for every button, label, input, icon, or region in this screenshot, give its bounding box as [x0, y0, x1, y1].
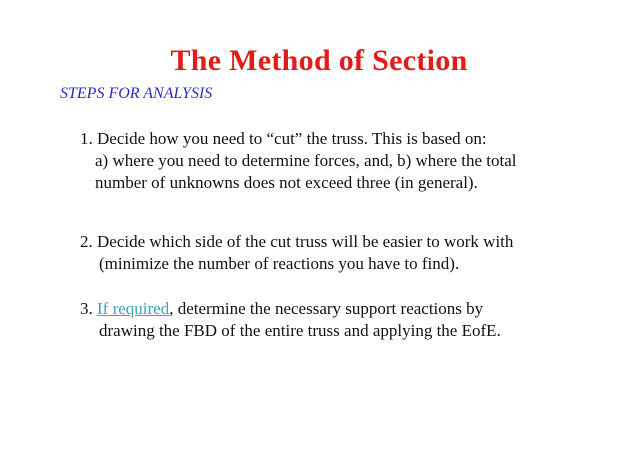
step-2 — [80, 231, 513, 275]
step-1-line-3: number of unknowns does not exceed three (in general). — [95, 173, 478, 192]
step-1 — [80, 128, 517, 194]
step-2-line-1: 2. Decide which side of the cut truss will be easier to work with — [80, 232, 514, 251]
step-1-line-2: a) where you need to determine forces, and, b) where the total — [95, 151, 517, 170]
if-required-link[interactable]: If required — [97, 299, 170, 318]
step-1-line-1: 1. Decide how you need to “cut” the truss. This is based on: — [80, 129, 487, 148]
slide-title: The Method of Section — [170, 44, 468, 77]
step-3-line-2: drawing the FBD of the entire truss and applying the EofE. — [99, 321, 501, 340]
steps-heading: STEPS FOR ANALYSIS — [60, 85, 213, 102]
step-2-line-2: (minimize the number of reactions you have to find). — [99, 254, 460, 273]
step-3-line-1 — [80, 298, 501, 320]
step-3 — [80, 298, 501, 342]
step-3-suffix: , determine the necessary support reactions by — [169, 299, 484, 318]
step-3-prefix: 3. — [80, 299, 97, 318]
